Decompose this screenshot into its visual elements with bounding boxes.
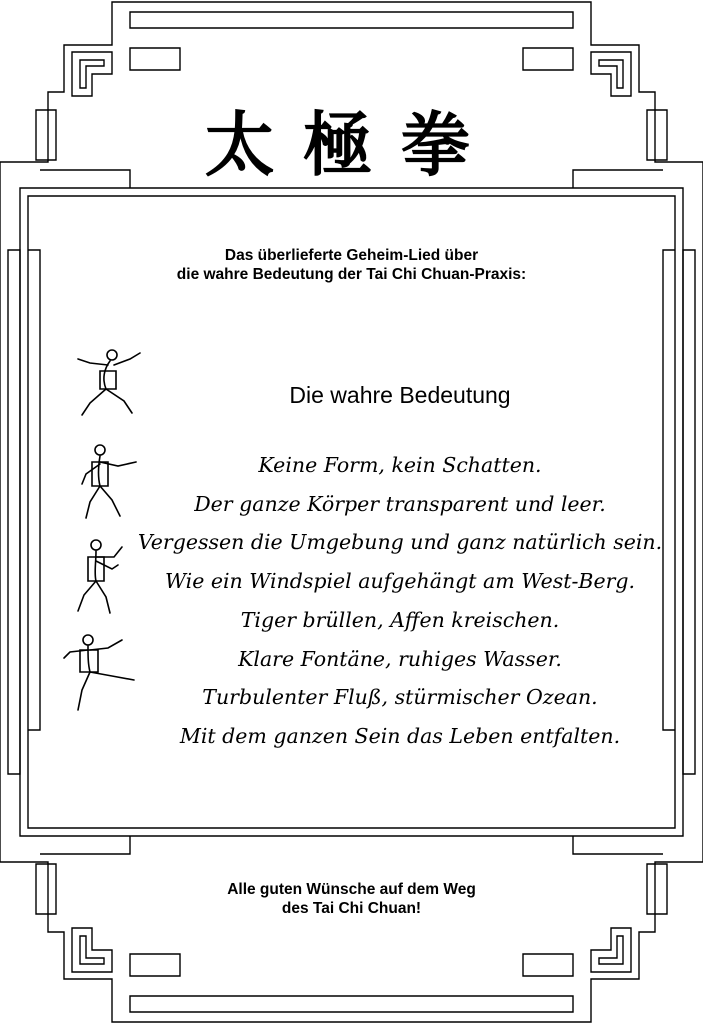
closing-line-1: Alle guten Wünsche auf dem Weg xyxy=(227,881,476,898)
poem-line: Tiger brüllen, Affen kreischen. xyxy=(240,607,560,632)
poem-line: Vergessen die Umgebung und ganz natürlich sein. xyxy=(137,530,663,555)
poem-line: Wie ein Windspiel aufgehängt am West-Berg. xyxy=(164,569,636,594)
poem-line: Keine Form, kein Schatten. xyxy=(258,453,542,477)
poem-line: Der ganze Körper transparent und leer. xyxy=(194,491,606,516)
poem-line: Klare Fontäne, ruhiges Wasser. xyxy=(238,646,562,671)
closing-text xyxy=(120,880,583,918)
intro-line-1: Das überlieferte Geheim-Lied über xyxy=(224,247,479,264)
poem-title: Die wahre Bedeutung xyxy=(289,382,511,408)
intro-line-2: die wahre Bedeutung der Tai Chi Chuan-Praxis: xyxy=(176,266,527,283)
closing-line-2: des Tai Chi Chuan! xyxy=(281,900,422,917)
intro-text xyxy=(100,246,603,284)
poem-line: Turbulenter Fluß, stürmischer Ozean. xyxy=(202,685,598,710)
tai-chi-figure-1-illustration xyxy=(60,345,145,430)
title-chinese-characters: 太極拳 xyxy=(204,103,499,186)
poem-line: Mit dem ganzen Sein das Leben entfalten. xyxy=(179,723,621,748)
poem-body xyxy=(120,446,680,756)
